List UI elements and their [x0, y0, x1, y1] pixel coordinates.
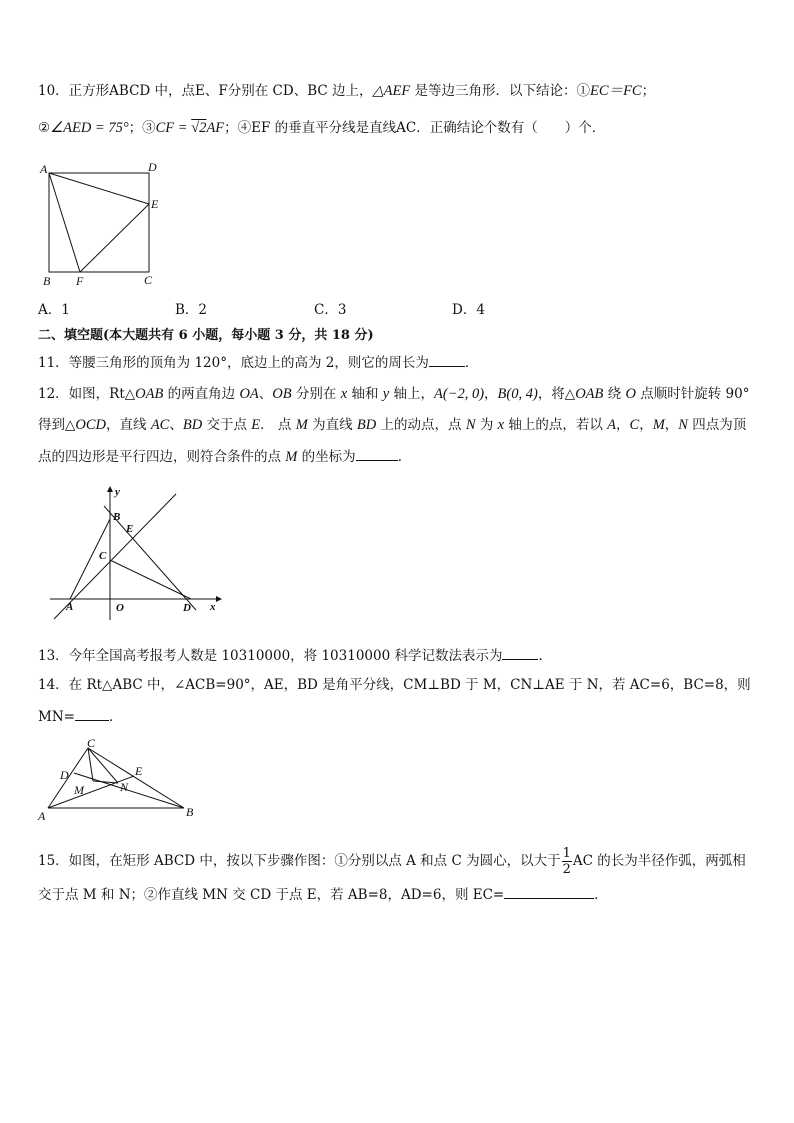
q12-text: 四点为顶 — [687, 417, 747, 433]
q10-option-a[interactable]: A．1 — [38, 302, 70, 318]
q12-text: 12．如图，Rt△ — [38, 386, 136, 402]
q10-text: ；④EF 的垂直平分线是直线AC．正确结论个数有（ ）个． — [224, 120, 606, 136]
q15-fraction — [562, 846, 572, 877]
label-E: E — [126, 523, 134, 535]
label-D: D — [60, 768, 69, 782]
q12-n: N — [465, 417, 476, 433]
q12-answer-blank[interactable] — [356, 446, 398, 461]
q13-end: ． — [538, 648, 552, 664]
label-N: N — [120, 780, 129, 794]
q12-coordinate-figure — [46, 484, 226, 624]
label-C: C — [99, 550, 107, 562]
q10-af: AF — [206, 120, 225, 136]
q10-text: 10．正方形ABCD 中，点E、F分别在 CD、BC 边上， — [38, 83, 373, 99]
q12-sep: 、 — [258, 386, 273, 402]
q15-line1 — [38, 846, 746, 877]
label-B: B — [43, 274, 51, 288]
q12-a: A — [607, 417, 617, 433]
q12-text: 绕 — [603, 386, 626, 402]
q15-frac-num: 1 — [562, 846, 571, 861]
q12-x: x — [497, 417, 505, 433]
label-B: B — [113, 511, 121, 523]
q15-answer-blank[interactable] — [504, 884, 594, 899]
label-A: A — [40, 162, 48, 176]
q12-text: 轴上， — [389, 386, 434, 402]
label-y: y — [115, 486, 120, 498]
q15-frac-den: 2 — [562, 862, 571, 877]
q12-oab: OAB — [135, 386, 164, 402]
q15-end: ． — [594, 887, 608, 903]
q14-line2 — [38, 706, 122, 727]
label-C: C — [144, 273, 153, 287]
q12-text: ，将△ — [537, 386, 576, 402]
label-C: C — [87, 736, 96, 750]
q14-text: MN= — [38, 709, 75, 725]
q12-ac: AC — [150, 417, 170, 433]
q10-line2 — [38, 118, 605, 138]
label-B: B — [186, 805, 194, 819]
label-F: F — [76, 274, 84, 288]
q12-e: E — [251, 417, 261, 433]
q12-comma: ， — [484, 386, 498, 402]
q14-end: ． — [108, 709, 123, 725]
q12-text: 的两直角边 — [163, 386, 240, 402]
q12-text: 交于点 — [202, 417, 252, 433]
q12-text: 上的动点，点 — [376, 417, 466, 433]
q12-text: ，直线 — [106, 417, 151, 433]
q12-b-coord: B(0, 4) — [497, 386, 538, 402]
q15-text: 15．如图，在矩形 ABCD 中，按以下步骤作图：①分别以点 A 和点 C 为圆心，以大于 — [38, 853, 561, 869]
q12-sep: 、 — [169, 417, 183, 433]
q10-text: 是等边三角形．以下结论：① — [410, 83, 591, 99]
q12-text: ． 点 — [260, 417, 296, 433]
label-E: E — [151, 197, 159, 211]
q12-m: M — [285, 449, 298, 465]
q11-end: ． — [464, 355, 479, 371]
label-A: A — [66, 601, 74, 613]
q14-line1 — [38, 675, 751, 695]
q12-line2: 得到△OCD，直线 AC、BD 交于点 E． 点 M 为直线 BD 上的动点，点 N 为 x 轴上的点，若以 A，C，M，N 四点为顶 — [38, 417, 747, 433]
q13-line — [38, 645, 552, 666]
q12-bd: BD — [182, 417, 203, 433]
q11-line — [38, 352, 478, 373]
label-A: A — [38, 809, 46, 823]
q10-text: ② — [38, 120, 51, 136]
q10-option-c[interactable]: C．3 — [314, 302, 347, 318]
q12-text: 轴和 — [347, 386, 383, 402]
q15-line2 — [38, 884, 608, 905]
q15-text: 交于点 M 和 N；②作直线 MN 交 CD 于点 E，若 AB=8，AD=6，则 EC= — [38, 887, 505, 903]
label-x: x — [210, 601, 216, 613]
q12-text: 点顺时针旋转 90° — [635, 386, 750, 402]
q10-conclusion2: ∠AED = 75° — [50, 120, 129, 136]
q12-bd: BD — [356, 417, 377, 433]
q12-y: y — [382, 386, 390, 402]
q12-n: N — [678, 417, 688, 433]
q13-answer-blank[interactable] — [502, 645, 538, 660]
q15-text: AC 的长为半径作弧，两弧相 — [572, 853, 746, 869]
q10-conclusion3: CF = — [155, 120, 192, 136]
label-M: M — [74, 783, 84, 797]
q12-line1 — [38, 384, 749, 404]
q12-oab: OAB — [575, 386, 604, 402]
q12-line3 — [38, 446, 411, 467]
q12-text: 点的四边形是平行四边，则符合条件的点 — [38, 449, 286, 465]
q12-text: 分别在 — [291, 386, 341, 402]
q12-oa: OA — [239, 386, 259, 402]
label-O: O — [116, 602, 124, 614]
q10-line1 — [38, 81, 655, 101]
q14-triangle-figure — [36, 736, 206, 826]
q10-conclusion1: EC＝FC — [590, 83, 642, 99]
q10-option-b[interactable]: B．2 — [175, 302, 208, 318]
q10-square-figure — [38, 158, 198, 288]
q12-text: 的坐标为 — [297, 449, 356, 465]
q12-text: 轴上的点，若以 — [504, 417, 608, 433]
q12-text: 得到△ — [38, 417, 76, 433]
q14-text: 14．在 Rt△ABC 中，∠ACB=90°，AE，BD 是角平分线，CM⊥BD 于 M，CN⊥AE 于 N，若 AC=6，BC=8，则 — [38, 677, 751, 693]
q12-o: O — [625, 386, 636, 402]
q11-text: 11．等腰三角形的顶角为 120°，底边上的高为 2，则它的周长为 — [38, 355, 429, 371]
q12-text: 为直线 — [307, 417, 357, 433]
label-D: D — [183, 602, 191, 614]
q12-m: M — [295, 417, 308, 433]
q12-text: 为 — [475, 417, 498, 433]
q14-answer-blank[interactable] — [75, 706, 109, 721]
section-heading: 二、填空题(本大题共有 6 小题，每小题 3 分，共 18 分) — [38, 328, 374, 343]
q10-option-d[interactable]: D．4 — [452, 302, 485, 318]
q12-a-coord: A(−2, 0) — [433, 386, 485, 402]
q12-ocd: OCD — [75, 417, 107, 433]
q12-x: x — [340, 386, 348, 402]
q12-end: ． — [397, 449, 412, 465]
q11-answer-blank[interactable] — [429, 352, 465, 367]
q12-c: C — [629, 417, 640, 433]
q10-text: ；③ — [128, 120, 156, 136]
q10-triangle: △AEF — [372, 83, 411, 99]
label-D: D — [148, 160, 157, 174]
q10-text: ； — [641, 83, 656, 99]
q12-ob: OB — [272, 386, 292, 402]
q12-m: M — [652, 417, 665, 433]
q10-sqrt: √2 — [191, 120, 207, 136]
q13-text: 13．今年全国高考报考人数是 10310000，将 10310000 科学记数法表示为 — [38, 648, 503, 664]
label-E: E — [135, 764, 143, 778]
